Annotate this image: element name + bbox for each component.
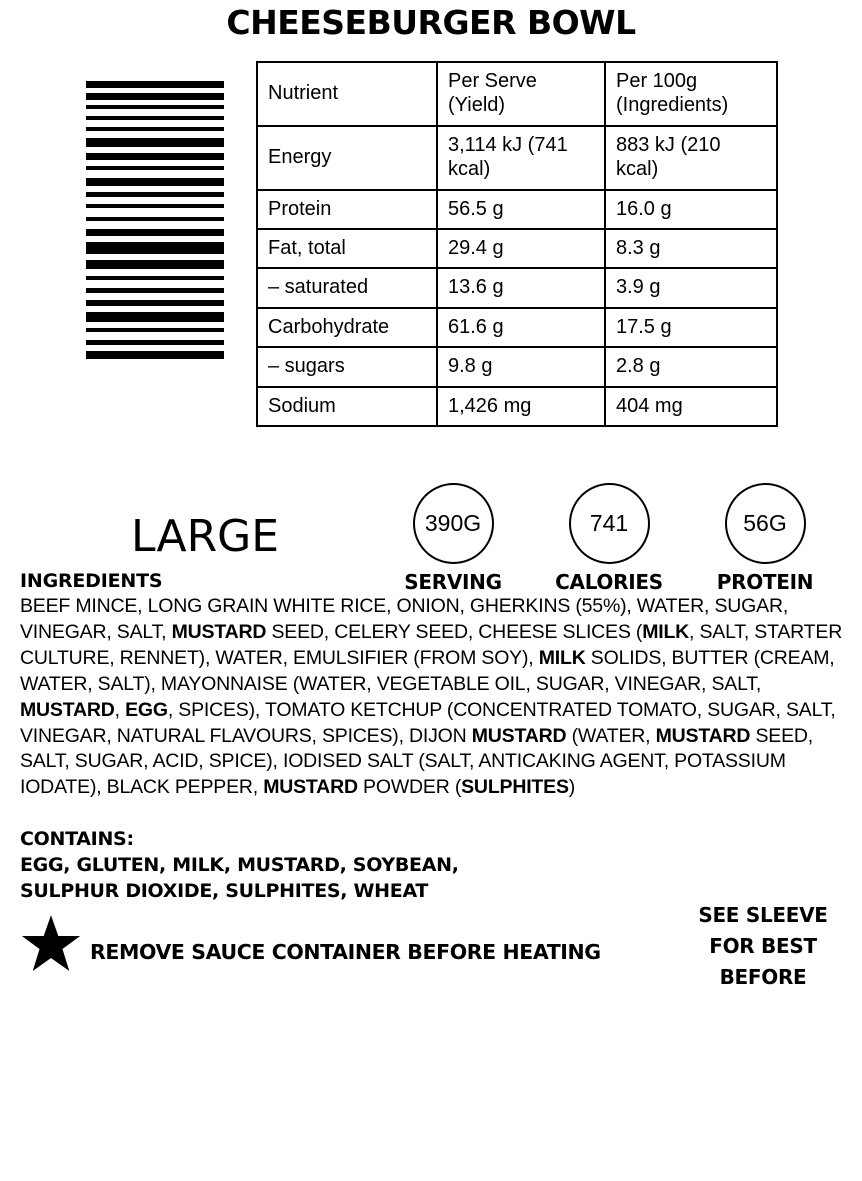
table-header-row — [257, 62, 777, 126]
cell-per-100g: 2.8 g — [605, 347, 777, 386]
badge-serving — [390, 483, 516, 594]
allergen-token: MILK — [642, 620, 690, 643]
cell-per-serve: 56.5 g — [437, 190, 605, 229]
barcode-bar — [86, 288, 224, 293]
barcode-bar — [86, 105, 224, 109]
barcode-bar — [86, 340, 224, 345]
cell-per-100g: 404 mg — [605, 387, 777, 426]
contains-section — [0, 827, 862, 904]
upper-section — [0, 61, 862, 427]
contains-line-2: SULPHUR DIOXIDE, SULPHITES, WHEAT — [20, 879, 429, 902]
cell-nutrient: Carbohydrate — [257, 308, 437, 347]
sleeve-note — [678, 900, 848, 993]
table-row — [257, 229, 777, 268]
badge-calories — [546, 483, 672, 594]
page-title: CHEESEBURGER BOWL — [226, 3, 636, 42]
barcode-bar — [86, 81, 224, 88]
barcode-bar — [86, 351, 224, 359]
allergen-token: MUSTARD — [655, 724, 751, 747]
badge-calories-value: 741 — [569, 483, 650, 564]
barcode-bar — [86, 93, 224, 100]
allergen-token: MUSTARD — [263, 776, 358, 799]
column-header-per-100g: Per 100g (Ingredients) — [605, 62, 777, 126]
contains-heading: CONTAINS: — [20, 828, 134, 851]
badge-protein — [702, 483, 828, 594]
cell-nutrient: Energy — [257, 126, 437, 190]
heating-warning-text: REMOVE SAUCE CONTAINER BEFORE HEATING — [90, 940, 601, 965]
table-row — [257, 126, 777, 190]
cell-per-serve: 1,426 mg — [437, 387, 605, 426]
allergen-token: EGG — [125, 698, 168, 721]
barcode-bar — [86, 300, 224, 306]
column-header-per-serve: Per Serve (Yield) — [437, 62, 605, 126]
table-row — [257, 308, 777, 347]
allergen-token: MILK — [538, 646, 586, 669]
table-row — [257, 190, 777, 229]
cell-per-serve: 61.6 g — [437, 308, 605, 347]
allergen-token: MUSTARD — [20, 698, 115, 721]
allergen-token: SULPHITES — [461, 776, 569, 799]
ingredients-text: BEEF MINCE, LONG GRAIN WHITE RICE, ONION, GHERKINS (55%), WATER, SUGAR, VINEGAR, SALT, MUSTARD SEED, CELERY SEED, CHEESE SLICES (MILK, SALT, STARTER CULTURE, RENNET), WATER, EMULSIFIER (FROM SOY), MILK SOLIDS, BUTTER (CREAM, WATER, SALT), MAYONNAISE (WATER, VEGETABLE OIL, SUGAR, VINEGAR, SALT, MUSTARD, EGG, SPICES), TOMATO KETCHUP (CONCENTRATED TOMATO, SUGAR, SALT, VINEGAR, NATURAL FLAVOURS, SPICES), DIJON MUSTARD (WATER, MUSTARD SEED, SALT, SUGAR, ACID, SPICE), IODISED SALT (SALT, ANTICAKING AGENT, POTASSIUM IODATE), BLACK PEPPER, MUSTARD POWDER (SULPHITES) — [20, 594, 843, 799]
nutrition-panel — [256, 61, 778, 427]
barcode-bar — [86, 138, 224, 147]
barcode-bar — [86, 116, 224, 120]
cell-nutrient: Sodium — [257, 387, 437, 426]
sleeve-note-line-2: FOR BEST — [709, 934, 817, 959]
badge-protein-value: 56G — [725, 483, 806, 564]
allergen-token: MUSTARD — [171, 620, 267, 643]
cell-nutrient: – saturated — [257, 268, 437, 307]
table-row — [257, 387, 777, 426]
cell-nutrient: Protein — [257, 190, 437, 229]
contains-heading-label: CONTAINS — [20, 828, 127, 851]
badge-serving-value: 390G — [413, 483, 494, 564]
cell-per-100g: 17.5 g — [605, 308, 777, 347]
badge-calories-label: CALORIES — [555, 569, 663, 594]
sleeve-note-line-3: BEFORE — [719, 965, 807, 990]
cell-nutrient: – sugars — [257, 347, 437, 386]
cell-per-serve: 3,114 kJ (741 kcal) — [437, 126, 605, 190]
barcode-bar — [86, 204, 224, 208]
table-row — [257, 347, 777, 386]
badge-serving-label: SERVING — [404, 569, 502, 594]
barcode-bar — [86, 178, 224, 186]
size-label: LARGE — [130, 510, 280, 562]
cell-per-100g: 3.9 g — [605, 268, 777, 307]
badge-protein-label: PROTEIN — [716, 569, 814, 594]
barcode-bar — [86, 192, 224, 197]
table-row — [257, 268, 777, 307]
barcode-bar — [86, 217, 224, 221]
heating-warning — [20, 914, 678, 976]
barcode-bar — [86, 242, 224, 254]
column-header-nutrient: Nutrient — [257, 62, 437, 126]
cell-nutrient: Fat, total — [257, 229, 437, 268]
star-icon — [20, 914, 82, 976]
barcode-bar — [86, 127, 224, 131]
allergen-token: MUSTARD — [471, 724, 567, 747]
cell-per-100g: 8.3 g — [605, 229, 777, 268]
cell-per-serve: 13.6 g — [437, 268, 605, 307]
barcode-bar — [86, 276, 224, 280]
nutrition-table — [256, 61, 778, 427]
barcode-bar — [86, 153, 224, 160]
cell-per-100g: 16.0 g — [605, 190, 777, 229]
contains-line-1: EGG, GLUTEN, MILK, MUSTARD, SOYBEAN, — [20, 853, 459, 876]
cell-per-serve: 29.4 g — [437, 229, 605, 268]
barcode-bar — [86, 260, 224, 269]
bottom-row — [0, 903, 862, 993]
badge-group — [390, 483, 828, 594]
barcode — [86, 81, 224, 359]
barcode-bar — [86, 312, 224, 322]
sleeve-note-line-1: SEE SLEEVE — [698, 903, 828, 928]
barcode-bar — [86, 229, 224, 236]
ingredients-heading: INGREDIENTS — [20, 569, 163, 592]
ingredients-section — [0, 570, 862, 801]
cell-per-100g: 883 kJ (210 kcal) — [605, 126, 777, 190]
barcode-bar — [86, 328, 224, 332]
cell-per-serve: 9.8 g — [437, 347, 605, 386]
barcode-bar — [86, 166, 224, 170]
